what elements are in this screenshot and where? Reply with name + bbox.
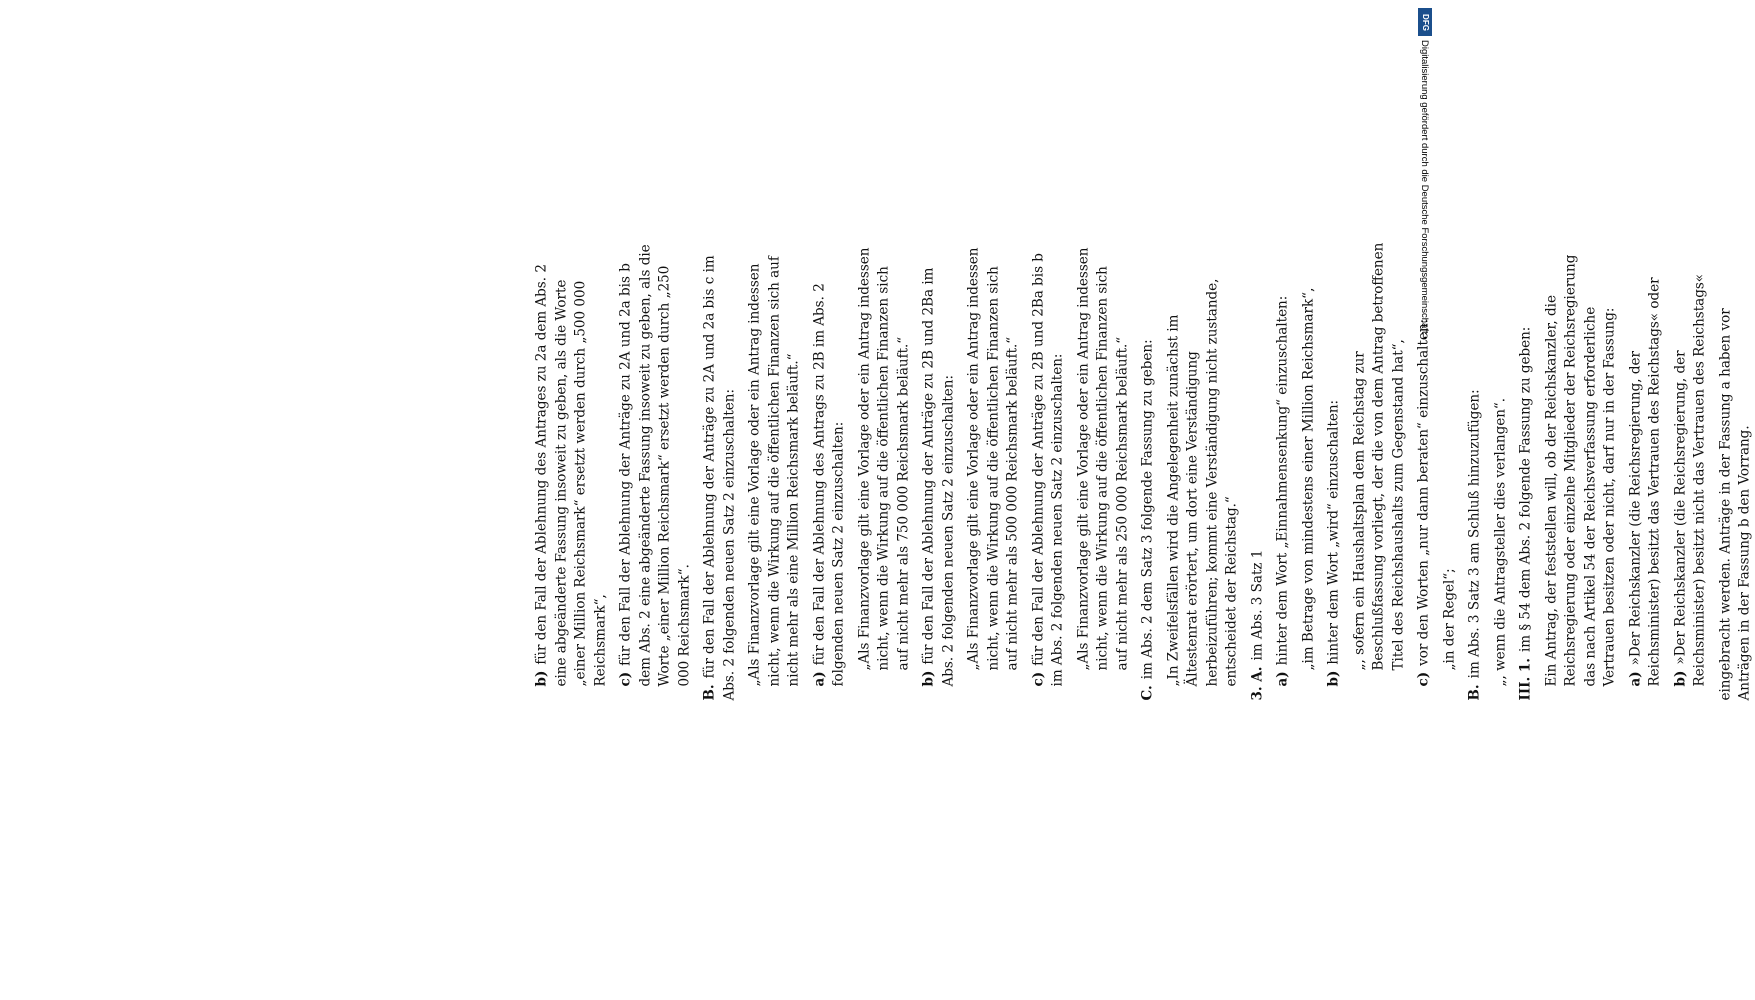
dfg-logo bbox=[1418, 8, 1432, 36]
paragraph bbox=[855, 241, 914, 701]
paragraph bbox=[1074, 241, 1133, 701]
paragraph bbox=[810, 241, 849, 701]
paragraph-text: im Abs. 2 dem Satz 3 folgende Fassung zu geben: bbox=[1139, 339, 1156, 680]
paragraph bbox=[1274, 241, 1294, 701]
paragraph-marker: B. bbox=[1466, 684, 1483, 701]
paragraph-text: „Als Finanzvorlage gilt eine Vorlage oder ein Antrag indessen nicht, wenn die Wirkung auf die öffentlichen Finanzen sich auf nicht mehr als 750 000 Reichsmark beläuft.“ bbox=[856, 247, 911, 671]
paragraph-text: „im Betrage von mindestens einer Million Reichsmark“, bbox=[1300, 287, 1316, 671]
paragraph-text: „Als Finanzvorlage gilt eine Vorlage oder ein Antrag indessen nicht, wenn die Wirkung auf die öffentlichen Finanzen sich auf nicht mehr als eine Million Reichsmark beläuft.“ bbox=[746, 256, 802, 687]
paragraph-text: „, wenn die Antragsteller dies verlangen“. bbox=[1492, 397, 1508, 687]
rotated-text-column bbox=[533, 241, 1753, 701]
paragraph bbox=[1517, 241, 1537, 701]
paragraph-text: für den Fall der Ablehnung des Antrages zu 2a dem Abs. 2 eine abgeänderte Fassung insoweit zu geben, als die Worte „einer Million Reichsmark“ ersetzt werden durch „500 000 Reichsmark“, bbox=[533, 264, 608, 687]
paragraph-text: für den Fall der Ablehnung des Antrags zu 2B im Abs. 2 folgenden neuen Satz 2 einzuschalten: bbox=[811, 283, 847, 687]
paragraph bbox=[617, 241, 695, 701]
paragraph bbox=[1299, 241, 1319, 701]
paragraph bbox=[1248, 241, 1268, 701]
paragraph-marker: a) bbox=[1274, 671, 1291, 687]
paragraph bbox=[965, 241, 1024, 701]
paragraph-marker: a) bbox=[1627, 671, 1643, 687]
paragraph-marker: B. bbox=[701, 684, 718, 701]
paragraph bbox=[1626, 241, 1665, 701]
paragraph-text: „Als Finanzvorlage gilt eine Vorlage oder ein Antrag indessen nicht, wenn die Wirkung auf die öffentlichen Finanzen sich auf nicht mehr als 250 000 Reichsmark beläuft.“ bbox=[1075, 247, 1130, 671]
paragraph-text: für den Fall der Ablehnung der Anträge zu 2A und 2a bis c im Abs. 2 folgenden neuen Satz 2 einzuschalten: bbox=[701, 255, 737, 701]
paragraph-marker: b) bbox=[1672, 670, 1688, 687]
paragraph-text: vor den Worten „nur dann beraten“ einzuschalten: bbox=[1415, 318, 1432, 666]
paragraph-text: im § 54 dem Abs. 2 folgende Fassung zu geben: bbox=[1517, 326, 1534, 653]
paragraph-text: „Als Finanzvorlage gilt eine Vorlage oder ein Antrag indessen nicht, wenn die Wirkung auf die öffentlichen Finanzen sich auf nicht mehr als 500 000 Reichsmark beläuft.“ bbox=[965, 247, 1021, 671]
paragraph bbox=[1164, 241, 1242, 701]
paragraph bbox=[1671, 241, 1710, 701]
paragraph-text: »Der Reichskanzler (die Reichsregierung, der Reichsminister) besitzt das Vertrauen des Reichstags« oder bbox=[1627, 277, 1663, 687]
paragraph bbox=[1139, 241, 1159, 701]
paragraph-text: »Der Reichskanzler (die Reichsregierung, der Reichsminister) besitzt nicht das Vertrauen des Reichstags« bbox=[1672, 273, 1708, 687]
paragraph-text: für den Fall der Ablehnung der Anträge zu 2A und 2a bis b dem Abs. 2 eine abgeänderte Fassung insoweit zu geben, als die Worte „einer Million Reichsmark“ ersetzt werden durch „250 000 Reichsmark“. bbox=[617, 244, 692, 687]
paragraph-marker: III. 1. bbox=[1517, 658, 1534, 701]
funding-watermark-text: Digitalisierung gefördert durch die Deutsche Forschungsgemeinschaft • bbox=[1419, 40, 1430, 340]
paragraph bbox=[746, 241, 805, 701]
paragraph bbox=[1491, 241, 1511, 701]
paragraph-text: im Abs. 3 Satz 3 am Schluß hinzuzufügen: bbox=[1466, 389, 1483, 679]
paragraph-text: „in der Regel“; bbox=[1441, 568, 1457, 671]
paragraph-text: Ein Antrag, der feststellen will, ob der Reichskanzler, die Reichsregierung oder einzelne Mitglieder der Reichsregierung das nach Artikel 54 der Reichsverfassung erforderliche Vertrauen besitzen oder nicht, darf nur in der Fassung: bbox=[1543, 254, 1618, 687]
paragraph-marker: 3. A. bbox=[1249, 666, 1265, 701]
paragraph-text: für den Fall der Ablehnung der Anträge zu 2B und 2Ba im Abs. 2 folgenden neuen Satz 2 einzuschalten: bbox=[920, 267, 956, 687]
paragraph bbox=[1466, 241, 1486, 701]
paragraph-marker: b) bbox=[1325, 670, 1342, 687]
paragraph bbox=[533, 241, 611, 701]
paragraph bbox=[1542, 241, 1620, 701]
paragraph-text: hinter dem Wort „wird“ einzuschalten: bbox=[1325, 399, 1342, 665]
paragraph-marker: C. bbox=[1139, 685, 1156, 701]
paragraph-text: hinter dem Wort „Einnahmensenkung“ einzuschalten: bbox=[1274, 295, 1291, 666]
dfg-logo-text: DFG bbox=[1420, 13, 1430, 31]
paragraph-text: „In Zweifelsfällen wird die Angelegenheit zunächst im Ältestenrat erörtert, um dort eine Verständigung herbeizuführen; kommt eine Verständigung nicht zustande, entscheidet der Reichstag.“ bbox=[1165, 278, 1240, 687]
paragraph-marker: b) bbox=[533, 670, 550, 687]
paragraph-marker: c) bbox=[617, 671, 634, 687]
paragraph bbox=[1350, 241, 1409, 701]
paragraph-text: „, sofern ein Haushaltsplan dem Reichstag zur Beschlußfassung vorliegt, der die von dem Antrag betroffenen Titel des Reichshaushalts zum Gegenstand hat“, bbox=[1351, 242, 1406, 671]
paragraph-marker: c) bbox=[1415, 671, 1432, 687]
paragraph-text: im Abs. 3 Satz 1 bbox=[1249, 549, 1265, 661]
paragraph-marker: a) bbox=[811, 671, 827, 687]
paragraph bbox=[920, 241, 959, 701]
paragraph bbox=[701, 241, 740, 701]
funding-watermark bbox=[1417, 40, 1431, 420]
paragraph bbox=[1325, 241, 1345, 701]
paragraph-marker: b) bbox=[920, 670, 937, 687]
paragraph bbox=[1716, 241, 1755, 701]
paragraph-marker: c) bbox=[1030, 671, 1046, 687]
paragraph-text: für den Fall der Ablehnung der Anträge zu 2B und 2Ba bis b im Abs. 2 folgenden neuen Satz 2 einzuschalten: bbox=[1030, 253, 1066, 687]
paragraph bbox=[1440, 241, 1460, 701]
paragraph bbox=[1029, 241, 1068, 701]
paragraph-text: eingebracht werden. Anträge in der Fassung a haben vor Anträgen in der Fassung b den Vorrang. bbox=[1717, 308, 1753, 701]
